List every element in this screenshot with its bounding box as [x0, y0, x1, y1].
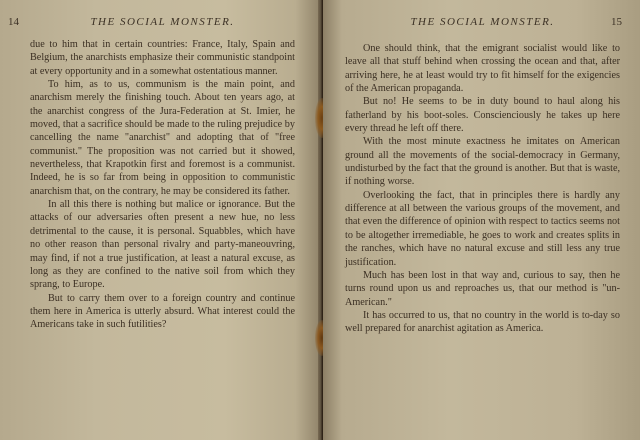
right-paragraph-2: But no! He seems to be in duty bound to haul along his fatherland by his boot-soles. Conscienciously he takes up here every thread he left off there.	[345, 96, 620, 135]
right-running-title: THE SOCIAL MONSTER.	[410, 16, 555, 28]
right-paragraph-3: With the most minute exactness he imitates on American ground all the movements of the social-democracy in Germany, undisturbed by the fact that the ground is another. But that is waste, if nothing worse.	[345, 136, 621, 188]
right-paragraph-5: Much has been lost in that way and, curious to say, then he turns round upon us and reproaches us, that our method is "un-American."	[345, 269, 620, 308]
right-running-head	[345, 16, 620, 38]
left-paragraph-3: In all this there is nothing but malice or ignorance. But the attacks of our adversaries often present a new hue, no less detrimental to the cause, it is personal. Squabbles, which have no other reason than personal rivalry and party-maneouvring, may find, if not a true justification, at least a natural excuse, as long as they are confined to the native soil from which they sprang, to Europe.	[30, 199, 295, 291]
left-paragraph-4: But to carry them over to a foreign country and continue them here in America is utterly absurd. What interest could the Americans take in such futilities?	[30, 292, 295, 331]
right-paragraph-4: Overlooking the fact, that in principles there is hardly any difference at all between the various groups of the movement, and that even the difference of opinion with respect to tactics seems not to be altogether irremediable, he goes to work and creates splits in the ranches, which have no natural excuse and still less any true justification.	[345, 189, 620, 268]
right-body-text	[345, 42, 620, 336]
left-running-head	[8, 16, 295, 38]
right-page-number: 15	[611, 16, 622, 28]
right-paragraph-6: It has occurred to us, that no country in the world is to-day so well prepared for anarchist agitation as America.	[345, 309, 620, 335]
left-paragraph-1: due to him that in certain countries: France, Italy, Spain and Belgium, the anarchists emphasize their communistic standpoint at every opportunity and in a somewhat ostentatious manner.	[30, 39, 295, 77]
right-paragraph-1: One should think, that the emigrant socialist would like to leave all that stuff behind when crossing the ocean and that, after arriving here, he at least would try to fit himself for the exigencies of the American propaganda.	[345, 43, 620, 95]
left-page-number: 14	[8, 16, 19, 28]
right-page	[323, 0, 640, 440]
left-paragraph-2: To him, as to us, communism is the main point, and anarchism merely the finishing touch. About ten years ago, at the anarchist congress of the Jura-Federation at St. Imier, he moved, that a sacrifice should be made to the ruling prejudice by cancelling the name "anarchist" and adopting that of "free communist." The proposition was not carried but it showed, nevertheless, that Krapotkin first and foremost is a communist. Indeed, he is so far from being in opposition to communistic anarchism that, on the contrary, he may be considered its father.	[30, 79, 295, 197]
left-running-title: THE SOCIAL MONSTER.	[90, 16, 235, 28]
left-body-text	[30, 38, 295, 332]
